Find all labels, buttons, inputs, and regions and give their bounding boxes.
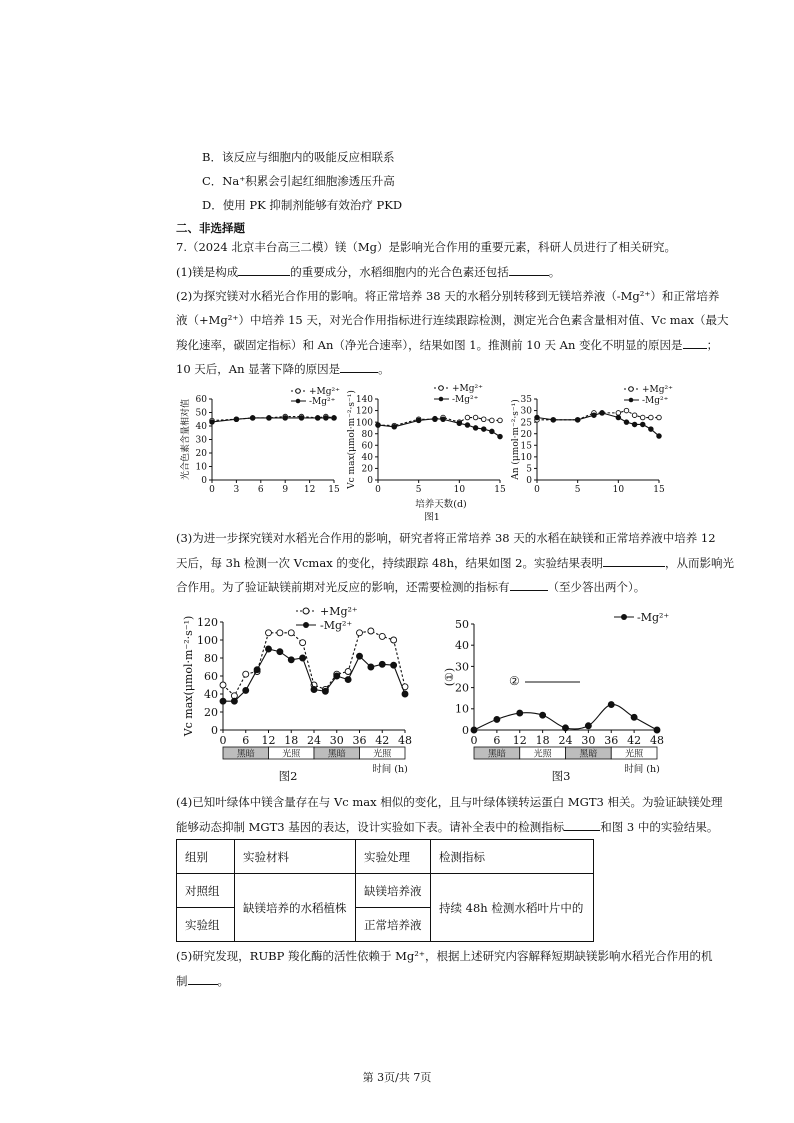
data-point xyxy=(277,630,283,636)
x-tick-label: 10 xyxy=(612,485,625,495)
y-axis-label: Vc max(μmol·m⁻²·s⁻¹) xyxy=(182,615,195,737)
data-point xyxy=(441,417,446,422)
series-line xyxy=(223,649,405,701)
data-point xyxy=(250,416,255,421)
q3-text-b: ，从而影响光 xyxy=(665,556,735,570)
q3-text-c: 合作用。为了验证缺镁前期对光反应的影响，还需要检测的指标有 xyxy=(176,580,510,594)
data-point xyxy=(600,411,605,416)
data-point xyxy=(311,687,317,693)
data-point xyxy=(379,633,385,639)
data-point xyxy=(473,426,478,431)
period-label: 黑暗 xyxy=(236,749,255,760)
table-cell-treatment: 正常培养液 xyxy=(356,908,431,942)
data-point xyxy=(540,712,546,718)
y-tick-label: 40 xyxy=(361,453,373,464)
y-tick-label: 20 xyxy=(520,429,532,440)
q2-text-b: ； xyxy=(706,338,719,352)
y-tick-label: 100 xyxy=(355,418,373,429)
y-tick-label: 20 xyxy=(204,705,218,719)
legend-label: -Mg²⁺ xyxy=(642,396,669,406)
x-tick-label: 48 xyxy=(398,734,412,747)
fig3-caption: 图3 xyxy=(551,769,571,783)
q5-line-1: (5)研究发现，RUBP 羧化酶的活性依赖于 Mg²⁺，根据上述研究内容解释短期缺镁影响水稻光合作用的机 xyxy=(176,949,713,963)
x-tick-label: 5 xyxy=(415,485,422,495)
legend-label: -Mg²⁺ xyxy=(452,395,479,405)
data-point xyxy=(300,640,306,646)
x-tick-label: 18 xyxy=(535,734,550,747)
data-point xyxy=(391,662,397,668)
y-tick-label: 35 xyxy=(520,395,532,406)
option-c: C．Na⁺积累会引起红细胞渗透压升高 xyxy=(202,174,395,188)
table-cell-treatment: 缺镁培养液 xyxy=(356,874,431,908)
x-tick-label: 6 xyxy=(257,485,264,495)
q4-text-b: 和图 3 中的实验结果。 xyxy=(600,820,719,834)
x-tick-label: 42 xyxy=(375,734,390,747)
table-cell-group: 对照组 xyxy=(177,874,235,908)
data-point xyxy=(220,682,226,688)
period-label: 光照 xyxy=(282,749,301,760)
data-point xyxy=(465,415,470,420)
q5-text-b: 。 xyxy=(217,974,229,988)
q3-text-d: （至少答出两个）。 xyxy=(547,580,646,594)
legend-label: -Mg²⁺ xyxy=(309,397,336,407)
data-point xyxy=(332,416,337,421)
data-point xyxy=(535,415,540,420)
answer-blank[interactable] xyxy=(683,336,707,349)
period-label: 光照 xyxy=(373,749,392,760)
x-tick-label: 6 xyxy=(493,734,501,747)
legend-label: +Mg²⁺ xyxy=(320,605,358,618)
table-header-row xyxy=(177,840,594,874)
data-point xyxy=(220,698,226,704)
q4-line-2 xyxy=(176,818,718,835)
data-point xyxy=(649,427,654,432)
data-point xyxy=(299,416,304,421)
data-point xyxy=(649,415,654,420)
x-tick-label: 0 xyxy=(534,485,540,495)
y-tick-label: 30 xyxy=(455,660,469,674)
data-point xyxy=(254,667,260,673)
x-tick-label: 30 xyxy=(329,734,344,747)
data-point xyxy=(402,691,408,697)
chart-an xyxy=(510,395,665,495)
data-point xyxy=(416,418,421,423)
data-point xyxy=(657,415,662,420)
y-tick-label: 25 xyxy=(520,418,532,429)
data-point xyxy=(357,630,363,636)
q5-text-a: 制 xyxy=(176,974,188,988)
fig3-legend xyxy=(614,611,669,624)
page-footer: 第 3页/共 7页 xyxy=(362,1071,432,1084)
data-point xyxy=(277,649,283,655)
data-point xyxy=(490,418,495,423)
q2-line-1: (2)为探究镁对水稻光合作用的影响。将正常培养 38 天的水稻分别转移到无镁培养液（-Mg²⁺）和正常培养 xyxy=(176,289,720,303)
table-header-cell: 检测指标 xyxy=(431,840,594,874)
table-cell-detect: 持续 48h 检测水稻叶片中的 xyxy=(431,874,594,942)
data-point xyxy=(640,415,645,420)
x-tick-label: 42 xyxy=(627,734,642,747)
answer-blank[interactable] xyxy=(188,972,218,985)
data-point xyxy=(368,664,374,670)
x-tick-label: 12 xyxy=(303,485,316,495)
data-point xyxy=(473,415,478,420)
data-point xyxy=(624,408,629,413)
experiment-table xyxy=(176,839,594,942)
fig1-legend-2 xyxy=(434,384,483,405)
data-point xyxy=(592,413,597,418)
y-tick-label: 120 xyxy=(355,406,373,417)
x-tick-label: 15 xyxy=(328,485,340,495)
q2-text-a: 羧化速率，碳固定指标）和 An（净光合速率），结果如图 1。推测前 10 天 An 变化不明显的原因是 xyxy=(176,338,683,352)
x-tick-label: 12 xyxy=(512,734,527,747)
data-point xyxy=(631,714,637,720)
q3-line-2 xyxy=(176,554,734,571)
data-point xyxy=(345,669,351,675)
q2-line-4 xyxy=(176,360,390,377)
data-point xyxy=(392,424,397,429)
q1-line xyxy=(176,263,560,280)
option-b: B．该反应与细胞内的吸能反应相联系 xyxy=(202,150,395,164)
q1-text-c: 。 xyxy=(548,265,561,279)
x-tick-label: 5 xyxy=(574,485,581,495)
answer-blank[interactable] xyxy=(564,818,600,831)
y-tick-label: 50 xyxy=(195,408,207,419)
data-point xyxy=(210,420,215,425)
data-point xyxy=(551,418,556,423)
data-point xyxy=(498,434,503,439)
y-tick-label: 120 xyxy=(197,615,218,629)
x-tick-label: 9 xyxy=(282,485,289,495)
y-tick-label: 15 xyxy=(520,441,532,452)
y-tick-label: 40 xyxy=(195,422,207,433)
data-point xyxy=(457,421,462,426)
data-point xyxy=(357,653,363,659)
legend-label: -Mg²⁺ xyxy=(320,619,353,632)
fig1-caption: 图1 xyxy=(424,512,440,523)
y-axis-label: 光合色素含量相对值 xyxy=(181,398,191,481)
data-point xyxy=(334,673,340,679)
data-point xyxy=(267,416,272,421)
y-tick-label: 20 xyxy=(361,464,373,475)
y-tick-label: 10 xyxy=(520,453,532,464)
chart-figure-3 xyxy=(443,618,664,775)
x-axis-label: 时间 (h) xyxy=(624,764,660,775)
data-point xyxy=(288,630,294,636)
answer-blank[interactable] xyxy=(509,263,549,276)
data-point xyxy=(498,418,503,423)
table-header-cell: 实验材料 xyxy=(235,840,356,874)
figure-1 xyxy=(176,380,736,525)
data-point xyxy=(243,671,249,677)
q5-line-2 xyxy=(176,972,229,989)
q3-text-a: 天后，每 3h 检测一次 Vcmax 的变化，持续跟踪 48h，结果如图 2。实验结果表明 xyxy=(176,556,604,570)
x-tick-label: 30 xyxy=(581,734,596,747)
data-point xyxy=(481,417,486,422)
answer-blank[interactable] xyxy=(340,360,378,373)
data-point xyxy=(315,416,320,421)
annotation-circle-2: ② xyxy=(509,674,520,688)
x-tick-label: 10 xyxy=(453,485,466,495)
y-tick-label: 30 xyxy=(195,435,207,446)
period-label: 黑暗 xyxy=(327,749,346,760)
x-tick-label: 24 xyxy=(558,734,573,747)
q4-line-1: (4)已知叶绿体中镁含量存在与 Vc max 相似的变化，且与叶绿体镁转运蛋白 MGT3 相关。为验证缺镁处理 xyxy=(176,795,723,809)
q1-text-b: 的重要成分，水稻细胞内的光合色素还包括 xyxy=(290,265,509,279)
data-point xyxy=(632,422,637,427)
table-header-cell: 组别 xyxy=(177,840,235,874)
chart-vcmax-15d xyxy=(346,390,506,495)
y-tick-label: 140 xyxy=(355,395,373,406)
data-point xyxy=(283,416,288,421)
data-point xyxy=(368,628,374,634)
data-point xyxy=(433,416,438,421)
q4-text-a: 能够动态抑制 MGT3 基因的表达，设计实验如下表。请补全表中的检测指标 xyxy=(176,820,565,834)
data-point xyxy=(243,687,249,693)
data-point xyxy=(517,710,523,716)
y-tick-label: 0 xyxy=(201,476,207,487)
y-tick-label: 80 xyxy=(361,429,373,440)
data-point xyxy=(654,727,660,733)
y-tick-label: 60 xyxy=(204,669,218,683)
y-axis-label: (①) xyxy=(443,667,456,687)
data-point xyxy=(300,655,306,661)
fig1-xlabel: 培养天数(d) xyxy=(415,499,467,510)
period-label: 光照 xyxy=(533,749,552,760)
y-tick-label: 10 xyxy=(195,462,207,473)
x-tick-label: 6 xyxy=(242,734,250,747)
table-cell-group: 实验组 xyxy=(177,908,235,942)
x-tick-label: 15 xyxy=(653,485,665,495)
y-tick-label: 40 xyxy=(204,687,218,701)
legend-label: +Mg²⁺ xyxy=(309,387,340,397)
q3-line-3 xyxy=(176,578,645,595)
fig1-legend-1 xyxy=(291,387,340,407)
y-tick-label: 100 xyxy=(197,633,218,647)
fig2-legend xyxy=(296,605,358,632)
x-tick-label: 3 xyxy=(233,485,240,495)
x-tick-label: 36 xyxy=(604,734,619,747)
x-tick-label: 36 xyxy=(352,734,367,747)
y-tick-label: 0 xyxy=(462,723,469,737)
y-tick-label: 30 xyxy=(520,406,532,417)
option-d: D．使用 PK 抑制剂能够有效治疗 PKD xyxy=(202,198,403,212)
chart-pigment xyxy=(179,395,340,495)
answer-blank[interactable] xyxy=(238,263,290,276)
data-point xyxy=(481,427,486,432)
data-point xyxy=(585,723,591,729)
period-label: 黑暗 xyxy=(487,749,506,760)
y-axis-label: An (μmol·m⁻²·s⁻¹) xyxy=(511,399,521,480)
x-tick-label: 0 xyxy=(470,734,478,747)
fig1-legend-3 xyxy=(624,385,673,406)
y-tick-label: 0 xyxy=(367,476,373,487)
table-cell-material: 缺镁培养的水稻植株 xyxy=(235,874,356,942)
data-point xyxy=(575,418,580,423)
data-point xyxy=(490,429,495,434)
data-point xyxy=(231,698,237,704)
y-tick-label: 0 xyxy=(211,723,218,737)
figures-2-3 xyxy=(176,602,736,784)
x-tick-label: 15 xyxy=(494,485,506,495)
table-header-cell: 实验处理 xyxy=(356,840,431,874)
answer-blank[interactable] xyxy=(510,578,548,591)
y-tick-label: 5 xyxy=(526,464,532,475)
y-tick-label: 60 xyxy=(361,441,373,452)
x-tick-label: 48 xyxy=(650,734,664,747)
q1-text-a: (1)镁是构成 xyxy=(176,265,239,279)
data-point xyxy=(379,661,385,667)
data-point xyxy=(376,423,381,428)
data-point xyxy=(324,416,329,421)
data-point xyxy=(494,716,500,722)
fig3-annotation xyxy=(509,674,580,688)
data-point xyxy=(465,423,470,428)
data-point xyxy=(616,411,621,416)
fig2-caption: 图2 xyxy=(278,769,298,783)
y-axis-label: Vc max(μmol·m⁻²·s⁻¹) xyxy=(347,390,357,489)
x-tick-label: 0 xyxy=(375,485,381,495)
chart-vcmax-48h xyxy=(182,616,412,775)
table-row xyxy=(177,874,594,908)
y-tick-label: 20 xyxy=(455,681,469,695)
data-point xyxy=(391,637,397,643)
x-tick-label: 24 xyxy=(307,734,321,747)
section-title: 二、非选择题 xyxy=(176,221,245,235)
data-point xyxy=(345,677,351,683)
data-point xyxy=(322,688,328,694)
x-axis-label: 时间 (h) xyxy=(372,764,408,775)
x-tick-label: 12 xyxy=(261,734,276,747)
data-point xyxy=(266,630,272,636)
data-point xyxy=(471,727,477,733)
legend-label: +Mg²⁺ xyxy=(642,385,673,395)
y-tick-label: 20 xyxy=(195,449,207,460)
data-point xyxy=(640,422,645,427)
y-tick-label: 60 xyxy=(195,395,207,406)
q2-text-c: 10 天后，An 显著下降的原因是 xyxy=(176,362,341,376)
data-point xyxy=(288,657,294,663)
period-label: 光照 xyxy=(625,749,644,760)
y-tick-label: 10 xyxy=(455,702,469,716)
y-tick-label: 80 xyxy=(204,651,218,665)
y-tick-label: 50 xyxy=(455,617,469,631)
data-point xyxy=(616,415,621,420)
x-tick-label: 18 xyxy=(284,734,299,747)
legend-label: +Mg²⁺ xyxy=(452,384,483,394)
data-point xyxy=(266,646,272,652)
data-point xyxy=(608,702,614,708)
data-point xyxy=(624,420,629,425)
x-tick-label: 0 xyxy=(219,734,227,747)
data-point xyxy=(234,417,239,422)
q2-line-3 xyxy=(176,336,718,353)
answer-blank[interactable] xyxy=(603,554,665,567)
legend-label: -Mg²⁺ xyxy=(637,611,670,624)
q2-line-2: 液（+Mg²⁺）中培养 15 天，对光合作用指标进行连续跟踪检测，测定光合色素含量相对值、Vc max（最大 xyxy=(176,313,729,327)
data-point xyxy=(563,725,569,731)
q3-line-1: (3)为进一步探究镁对水稻光合作用的影响，研究者将正常培养 38 天的水稻在缺镁和正常培养液中培养 12 xyxy=(176,531,716,545)
data-point xyxy=(657,434,662,439)
y-tick-label: 0 xyxy=(526,476,532,487)
question-intro: 7.（2024 北京丰台高三二模）镁（Mg）是影响光合作用的重要元素，科研人员进行了相关研究。 xyxy=(176,240,677,254)
q2-text-d: 。 xyxy=(378,362,390,376)
x-tick-label: 0 xyxy=(209,485,215,495)
y-tick-label: 40 xyxy=(455,639,469,653)
data-point xyxy=(632,413,637,418)
period-label: 黑暗 xyxy=(579,749,598,760)
